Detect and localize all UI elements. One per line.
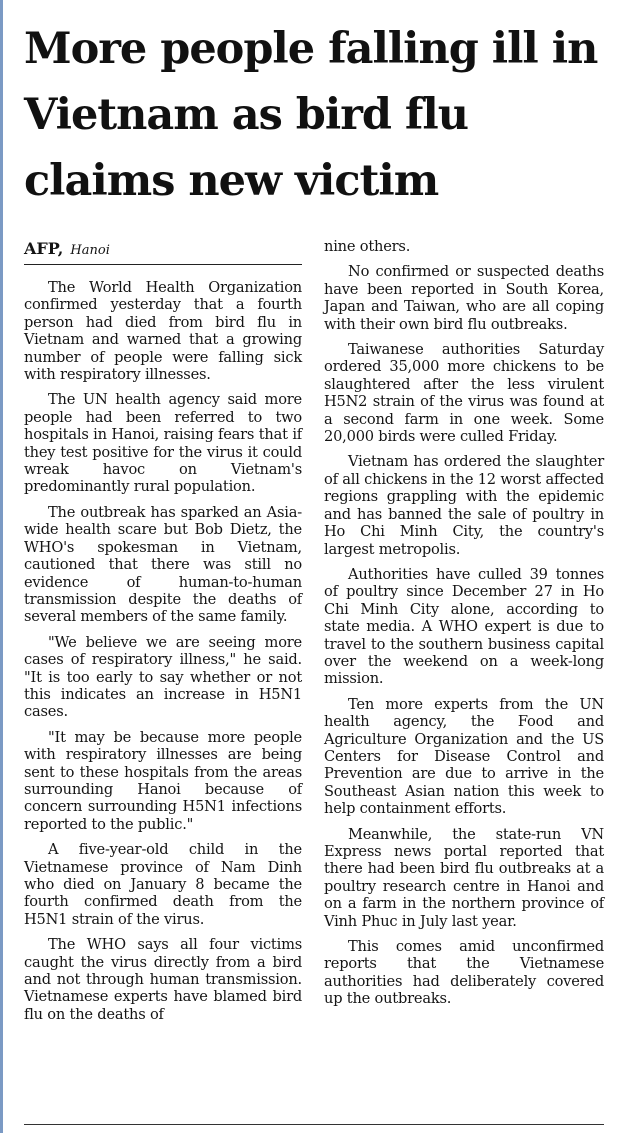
body-paragraph: The WHO says all four victims caught the virus directly from a bird and not through human transmission. Vietnamese experts have blamed bird flu on the deaths of xyxy=(24,936,302,1023)
body-paragraph: The World Health Organization confirmed yesterday that a fourth person had died from bird flu in Vietnam and warned that a growing number of people were falling sick with respiratory illnesses. xyxy=(24,279,302,384)
body-paragraph: This comes amid unconfirmed reports that the Vietnamese authorities had deliberately covered up the outbreaks. xyxy=(324,938,604,1008)
body-paragraph-continued: nine others. xyxy=(324,238,411,255)
byline-agency: AFP, xyxy=(24,239,64,258)
article-column-right xyxy=(324,238,604,1016)
body-paragraph: Vietnam has ordered the slaughter of all chickens in the 12 worst affected regions grappling with the epidemic and has banned the sale of poultry in Ho Chi Minh City, the country's largest metropolis. xyxy=(324,453,604,558)
body-paragraph: Ten more experts from the UN health agency, the Food and Agriculture Organization and the US Centers for Disease Control and Prevention are due to arrive in the Southeast Asian nation this week to help containment efforts. xyxy=(324,695,604,818)
body-paragraph: Meanwhile, the state-run VN Express news portal reported that there had been bird flu outbreaks at a poultry research centre in Hanoi and on a farm in the northern province of Vinh Phuc in July last year. xyxy=(324,825,604,930)
page-edge-rule xyxy=(0,0,3,1133)
article-column-left xyxy=(24,236,302,1031)
byline xyxy=(24,236,302,265)
body-paragraph: No confirmed or suspected deaths have been reported in South Korea, Japan and Taiwan, who are all coping with their own bird flu outbreaks. xyxy=(324,263,604,333)
body-paragraph: The outbreak has sparked an Asia-wide health scare but Bob Dietz, the WHO's spokesman in Vietnam, cautioned that there was still no evidence of human-to-human transmission despite the deaths of several members of the same family. xyxy=(24,503,302,626)
bottom-rule xyxy=(24,1124,604,1125)
body-paragraph: The UN health agency said more people had been referred to two hospitals in Hanoi, raising fears that if they test positive for the virus it could wreak havoc on Vietnam's predominantly rural population. xyxy=(24,391,302,496)
body-paragraph: Taiwanese authorities Saturday ordered 35,000 more chickens to be slaughtered after the less virulent H5N2 strain of the virus was found at a second farm in one week. Some 20,000 birds were culled Friday. xyxy=(324,341,604,446)
byline-dateline: Hanoi xyxy=(70,243,110,258)
headline: More people falling ill in Vietnam as bird flu claims new victim xyxy=(24,24,598,206)
body-paragraph: "It may be because more people with respiratory illnesses are being sent to these hospitals from the areas surrounding Hanoi because of concern surrounding H5N1 infections reported to the public." xyxy=(24,728,302,833)
body-paragraph: A five-year-old child in the Vietnamese province of Nam Dinh who died on January 8 became the fourth confirmed death from the H5N1 strain of the virus. xyxy=(24,841,302,928)
body-paragraph: "We believe we are seeing more cases of respiratory illness," he said. "It is too early to say whether or not this indicates an increase in H5N1 cases. xyxy=(24,633,302,721)
body-paragraph: Authorities have culled 39 tonnes of poultry since December 27 in Ho Chi Minh City alone, according to state media. A WHO expert is due to travel to the southern business capital over the weekend on a week-long mission. xyxy=(324,565,604,688)
